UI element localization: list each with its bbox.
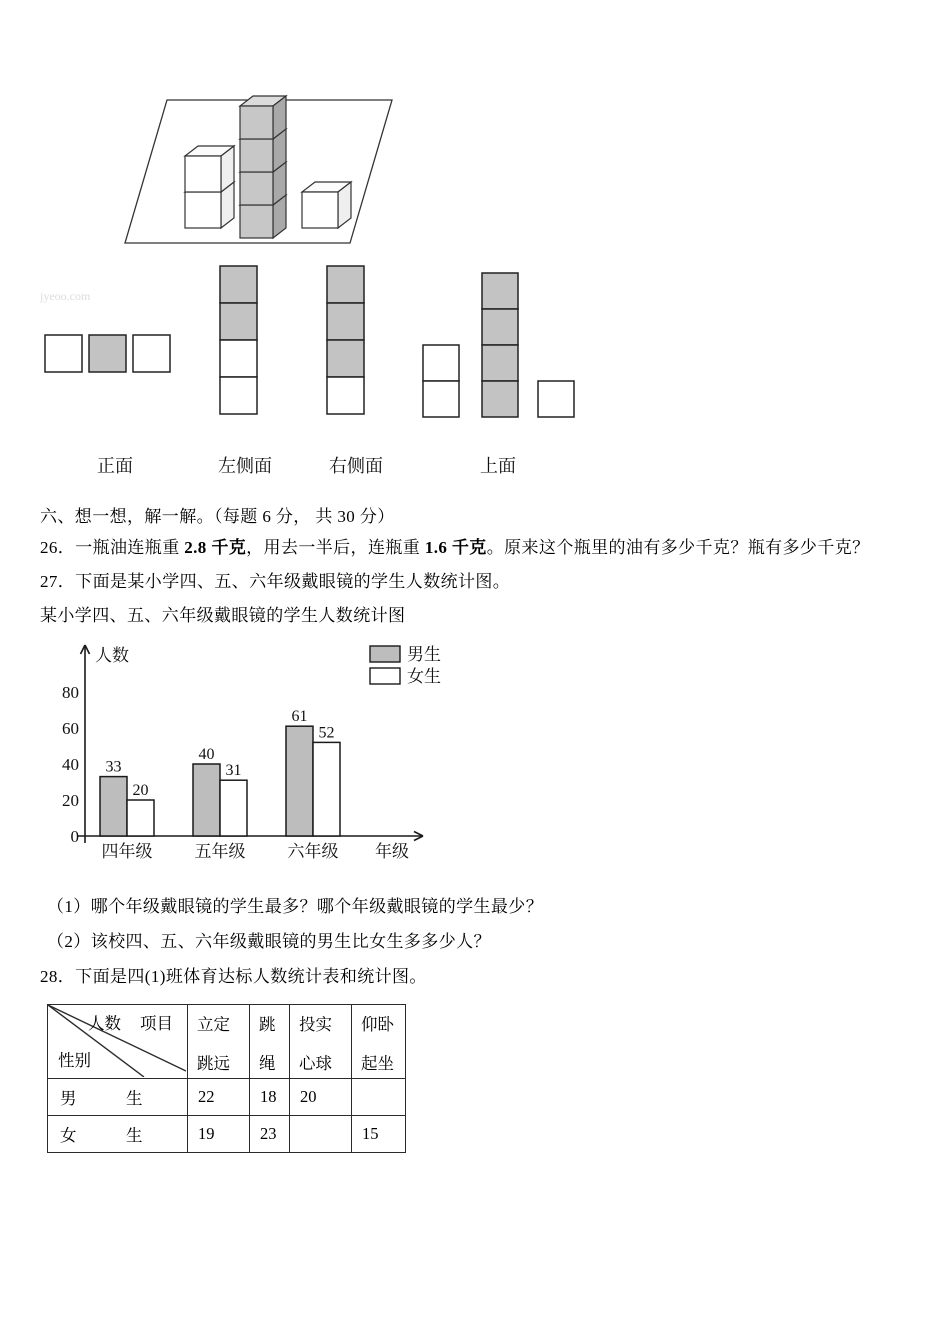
x-axis-title: 年级 bbox=[375, 842, 409, 861]
corner-gender-label: 性别 bbox=[58, 1051, 91, 1070]
bar-女生-五年级 bbox=[220, 780, 247, 836]
view-cell bbox=[220, 303, 257, 340]
q26-weight-1: 2.8 千克 bbox=[184, 538, 247, 557]
view-cell bbox=[482, 381, 518, 417]
col-header-rope-skipping bbox=[250, 1005, 290, 1079]
y-tick-label: 20 bbox=[62, 791, 79, 810]
x-category-label: 五年级 bbox=[194, 842, 246, 861]
col-header-line: 跳 bbox=[259, 1014, 276, 1034]
table-cell: 22 bbox=[188, 1079, 250, 1116]
y-axis-title: 人数 bbox=[95, 646, 129, 665]
row-label-girls: 女 生 bbox=[48, 1116, 188, 1153]
bar-value-label: 40 bbox=[198, 746, 215, 763]
bar-value-label: 52 bbox=[318, 724, 335, 742]
view-cell bbox=[423, 381, 459, 417]
col-header-line: 投实 bbox=[299, 1014, 332, 1034]
bar-男生-四年级 bbox=[100, 777, 127, 836]
corner-item-label: 项目 bbox=[140, 1014, 173, 1033]
view-cell bbox=[538, 381, 574, 417]
cube bbox=[302, 182, 351, 228]
question-27-intro: 27．下面是某小学四、五、六年级戴眼镜的学生人数统计图。 bbox=[40, 572, 511, 591]
view-cell bbox=[423, 345, 459, 381]
eyeglasses-bar-chart bbox=[55, 633, 475, 873]
col-header-ball-throw bbox=[290, 1005, 352, 1079]
table-cell: 19 bbox=[188, 1116, 250, 1153]
view-cell bbox=[133, 335, 170, 372]
view-cell bbox=[327, 340, 364, 377]
table-cell bbox=[352, 1079, 406, 1116]
legend-label: 男生 bbox=[407, 645, 441, 664]
x-category-label: 四年级 bbox=[101, 842, 153, 861]
cube-views-diagram bbox=[40, 88, 620, 490]
cube-front-face bbox=[240, 205, 273, 238]
cube bbox=[185, 146, 234, 192]
view-label: 右侧面 bbox=[329, 456, 383, 476]
col-header-line: 起坐 bbox=[361, 1053, 394, 1073]
legend-label: 女生 bbox=[407, 667, 441, 686]
y-tick-label: 0 bbox=[70, 827, 79, 846]
view-cell bbox=[327, 303, 364, 340]
table-cell: 15 bbox=[352, 1116, 406, 1153]
cube-front-face bbox=[240, 139, 273, 172]
col-header-line: 仰卧 bbox=[361, 1014, 394, 1034]
y-tick-label: 40 bbox=[62, 755, 79, 774]
view-cell bbox=[482, 273, 518, 309]
bar-value-label: 61 bbox=[291, 708, 308, 726]
q26-text-mid: ，用去一半后，连瓶重 bbox=[246, 538, 425, 557]
col-header-sit-ups bbox=[352, 1005, 406, 1079]
y-tick-label: 60 bbox=[62, 719, 79, 738]
cube-front-face bbox=[240, 172, 273, 205]
corner-count-label: 人数 bbox=[88, 1014, 121, 1033]
q27-sub-question-2: （2）该校四、五、六年级戴眼镜的男生比女生多多少人？ bbox=[47, 932, 491, 951]
table-header-row bbox=[48, 1005, 406, 1079]
bar-男生-五年级 bbox=[193, 764, 220, 836]
view-cell bbox=[45, 335, 82, 372]
bar-女生-四年级 bbox=[127, 800, 154, 836]
sports-stats-table bbox=[47, 1004, 406, 1153]
table-cell bbox=[290, 1116, 352, 1153]
q27-sub-question-1: （1）哪个年级戴眼镜的学生最多？哪个年级戴眼镜的学生最少？ bbox=[47, 897, 544, 916]
col-header-line: 跳远 bbox=[197, 1053, 230, 1073]
view-cell bbox=[220, 266, 257, 303]
cube-front-face bbox=[302, 192, 338, 228]
view-cell bbox=[482, 345, 518, 381]
view-cell bbox=[220, 340, 257, 377]
cube bbox=[240, 96, 286, 139]
col-header-standing-jump bbox=[188, 1005, 250, 1079]
q26-weight-2: 1.6 千克 bbox=[424, 538, 487, 557]
q26-text-suffix: 。原来这个瓶里的油有多少千克？瓶有多少千克？ bbox=[486, 538, 870, 557]
table-corner-cell bbox=[48, 1005, 188, 1079]
view-cell bbox=[482, 309, 518, 345]
section-six-heading: 六、想一想，解一解。（每题 6 分， 共 30 分） bbox=[40, 507, 395, 526]
question-28-intro: 28．下面是四(1)班体育达标人数统计表和统计图。 bbox=[40, 967, 427, 986]
view-cell bbox=[89, 335, 126, 372]
bar-女生-六年级 bbox=[313, 742, 340, 836]
view-cell bbox=[327, 266, 364, 303]
watermark: jyeoo.com bbox=[40, 289, 91, 303]
view-label: 左侧面 bbox=[218, 456, 272, 476]
chart-title: 某小学四、五、六年级戴眼镜的学生人数统计图 bbox=[40, 606, 406, 625]
col-header-line: 绳 bbox=[259, 1053, 276, 1073]
q26-text-prefix: 26．一瓶油连瓶重 bbox=[40, 538, 185, 557]
table-cell: 20 bbox=[290, 1079, 352, 1116]
bar-value-label: 31 bbox=[225, 762, 242, 780]
y-tick-label: 80 bbox=[62, 683, 79, 702]
bar-value-label: 20 bbox=[132, 782, 149, 799]
view-cell bbox=[327, 377, 364, 414]
cube-front-face bbox=[185, 192, 221, 228]
table-row-boys bbox=[48, 1079, 406, 1116]
table-row-girls bbox=[48, 1116, 406, 1153]
legend-swatch-女生 bbox=[370, 668, 400, 684]
view-label: 正面 bbox=[97, 456, 133, 476]
table-cell: 23 bbox=[250, 1116, 290, 1153]
view-cell bbox=[220, 377, 257, 414]
table-cell: 18 bbox=[250, 1079, 290, 1116]
view-label: 上面 bbox=[480, 456, 516, 476]
bar-value-label: 33 bbox=[105, 758, 122, 776]
cube-front-face bbox=[185, 156, 221, 192]
col-header-line: 心球 bbox=[299, 1053, 332, 1073]
legend-swatch-男生 bbox=[370, 646, 400, 662]
x-category-label: 六年级 bbox=[287, 842, 339, 861]
cube-front-face bbox=[240, 106, 273, 139]
row-label-boys: 男 生 bbox=[48, 1079, 188, 1116]
col-header-line: 立定 bbox=[197, 1014, 230, 1034]
bar-男生-六年级 bbox=[286, 726, 313, 836]
question-26 bbox=[40, 533, 870, 558]
